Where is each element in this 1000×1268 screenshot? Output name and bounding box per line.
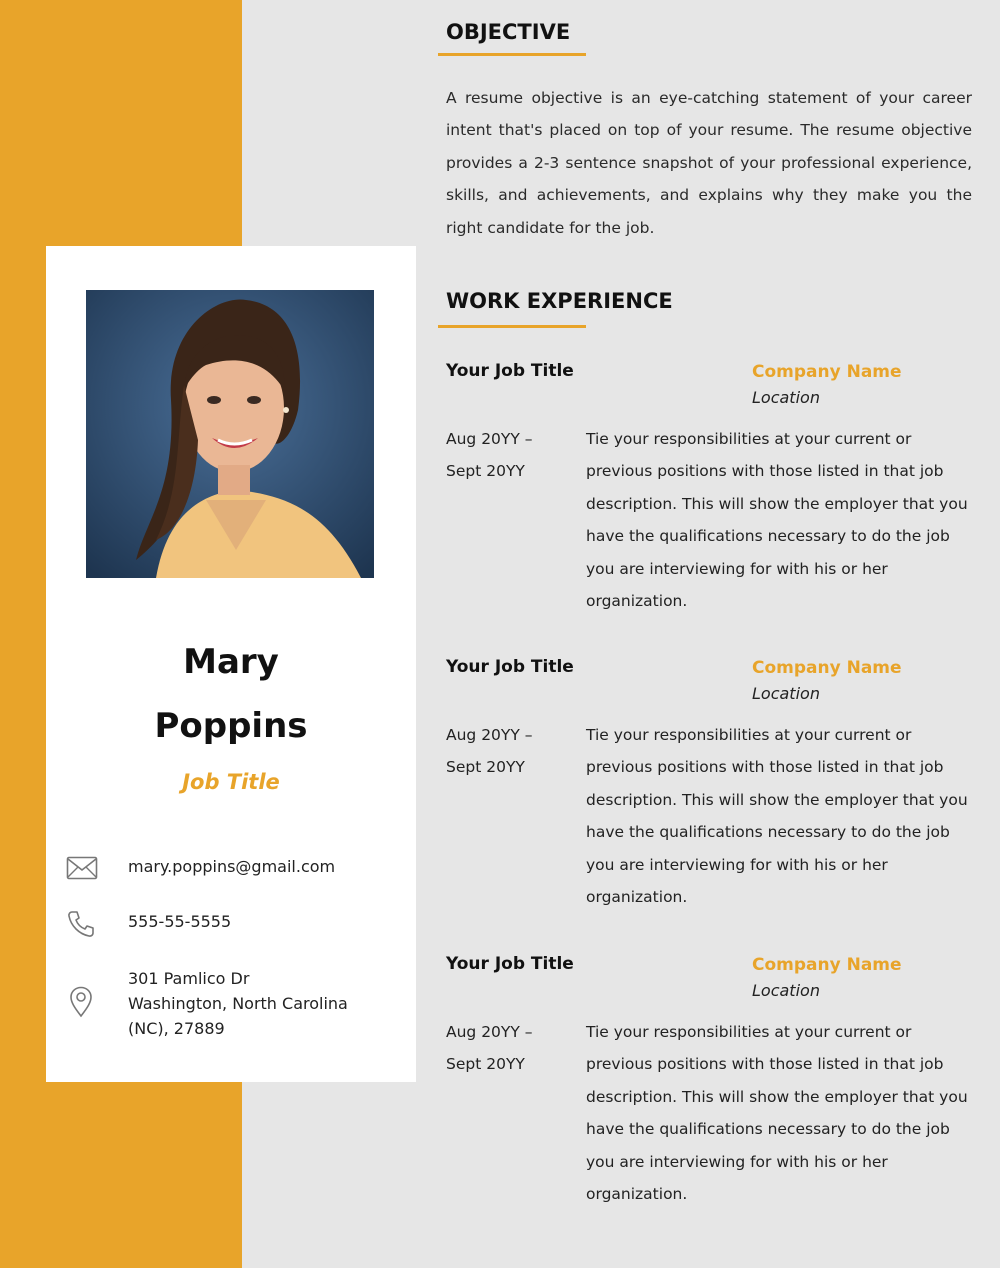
- name-first: Mary: [183, 642, 279, 682]
- job-entry-location: Location: [752, 981, 820, 1000]
- profile-photo: [86, 290, 374, 578]
- address-line-2: Washington, North Carolina: [128, 994, 348, 1013]
- objective-heading: OBJECTIVE: [446, 20, 571, 44]
- person-name: [46, 630, 416, 758]
- job-entry-title: Your Job Title: [446, 361, 574, 381]
- email-text[interactable]: mary.poppins@gmail.com: [128, 857, 336, 876]
- envelope-icon: [66, 856, 98, 884]
- profile-card: [46, 246, 416, 1082]
- job-entry-description: Tie your responsibilities at your current or previous positions with those listed in that job description. This will show the employer that you have the qualifications necessary to do the job you are interviewing for with his or her organization.: [586, 1023, 968, 1204]
- job-entry-date-start: Aug 20YY –: [446, 430, 533, 448]
- job-entry-date-end: Sept 20YY: [446, 758, 525, 777]
- name-last: Poppins: [154, 706, 308, 746]
- job-entry-date-start: Aug 20YY –: [446, 1023, 533, 1041]
- job-entry-date-end: Sept 20YY: [446, 1055, 525, 1074]
- job-entry-company: Company Name: [752, 362, 902, 382]
- job-entry-date-end: Sept 20YY: [446, 462, 525, 481]
- address-line-3: (NC), 27889: [128, 1019, 225, 1038]
- job-entry-dates: [446, 1016, 533, 1081]
- objective-heading-rule: [438, 53, 586, 56]
- address-line-1: 301 Pamlico Dr: [128, 969, 250, 988]
- job-entry: [446, 954, 972, 1224]
- job-entry-company: Company Name: [752, 658, 902, 678]
- phone-icon: [66, 909, 96, 943]
- job-entry-description: Tie your responsibilities at your current or previous positions with those listed in that job description. This will show the employer that you have the qualifications necessary to do the job you are interviewing for with his or her organization.: [586, 430, 968, 611]
- job-entry-dates: [446, 423, 533, 488]
- job-entry-company: Company Name: [752, 955, 902, 975]
- job-entry-location: Location: [752, 388, 820, 407]
- location-pin-icon: [66, 986, 96, 1022]
- objective-text: A resume objective is an eye-catching statement of your career intent that's placed on top of your resume. The resume objective provides a 2-3 sentence snapshot of your professional experience, skills, and achievements, and explains why they make you the right candidate for the job.: [446, 89, 972, 237]
- job-entry: [446, 657, 972, 927]
- job-entry-dates: [446, 719, 533, 784]
- job-entry-description: Tie your responsibilities at your current or previous positions with those listed in that job description. This will show the employer that you have the qualifications necessary to do the job you are interviewing for with his or her organization.: [586, 726, 968, 907]
- work-experience-heading-rule: [438, 325, 586, 328]
- job-entry-location: Location: [752, 684, 820, 703]
- address-text: [128, 966, 348, 1041]
- person-job-title: Job Title: [182, 770, 280, 794]
- work-experience-heading: WORK EXPERIENCE: [446, 289, 673, 313]
- job-entry-date-start: Aug 20YY –: [446, 726, 533, 744]
- job-entry: [446, 361, 972, 631]
- job-entry-title: Your Job Title: [446, 954, 574, 974]
- phone-text[interactable]: 555-55-5555: [128, 912, 232, 931]
- job-entry-title: Your Job Title: [446, 657, 574, 677]
